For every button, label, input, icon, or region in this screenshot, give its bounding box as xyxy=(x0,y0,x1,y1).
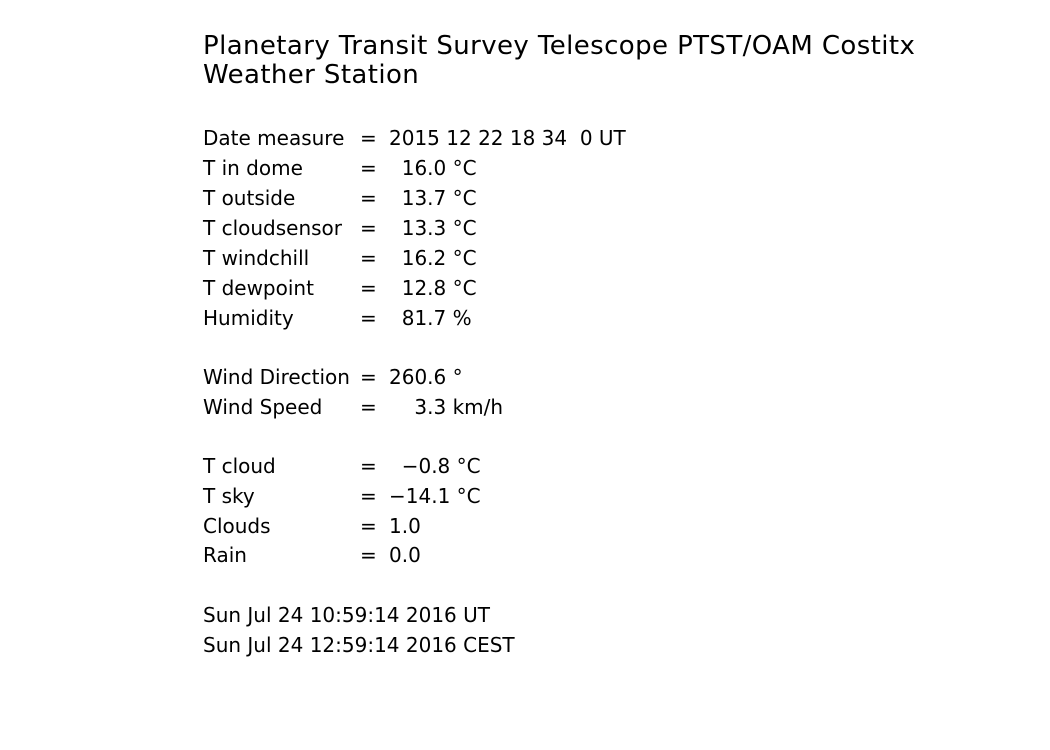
timestamp-cest: Sun Jul 24 12:59:14 2016 CEST xyxy=(203,633,515,657)
equals-sign: = xyxy=(360,156,377,180)
value-t-dewpoint: 12.8 °C xyxy=(389,276,477,300)
value-t-in-dome: 16.0 °C xyxy=(389,156,477,180)
value-t-cloudsensor: 13.3 °C xyxy=(389,216,477,240)
label-wind-speed: Wind Speed xyxy=(203,395,323,419)
equals-sign: = xyxy=(360,454,377,478)
label-clouds: Clouds xyxy=(203,514,271,538)
equals-sign: = xyxy=(360,306,377,330)
equals-sign: = xyxy=(360,514,377,538)
title-line-1: Planetary Transit Survey Telescope PTST/OAM Costitx xyxy=(203,31,916,61)
equals-sign: = xyxy=(360,126,377,150)
label-t-outside: T outside xyxy=(203,186,296,210)
equals-sign: = xyxy=(360,484,377,508)
value-t-cloud: −0.8 °C xyxy=(389,454,481,478)
equals-sign: = xyxy=(360,276,377,300)
timestamp-ut: Sun Jul 24 10:59:14 2016 UT xyxy=(203,603,490,627)
equals-sign: = xyxy=(360,395,377,419)
label-humidity: Humidity xyxy=(203,306,294,330)
value-t-sky: −14.1 °C xyxy=(389,484,481,508)
value-t-windchill: 16.2 °C xyxy=(389,246,477,270)
value-clouds: 1.0 xyxy=(389,514,421,538)
page-title xyxy=(203,32,915,90)
value-date-measure: 2015 12 22 18 34 0 UT xyxy=(389,126,626,150)
value-wind-direction: 260.6 ° xyxy=(389,365,463,389)
label-date-measure: Date measure xyxy=(203,126,345,150)
value-wind-speed: 3.3 km/h xyxy=(389,395,504,419)
label-rain: Rain xyxy=(203,543,247,567)
equals-sign: = xyxy=(360,186,377,210)
value-rain: 0.0 xyxy=(389,543,421,567)
label-wind-direction: Wind Direction xyxy=(203,365,350,389)
label-t-in-dome: T in dome xyxy=(203,156,303,180)
equals-sign: = xyxy=(360,543,377,567)
label-t-dewpoint: T dewpoint xyxy=(203,276,314,300)
title-line-2: Weather Station xyxy=(203,60,420,90)
equals-sign: = xyxy=(360,246,377,270)
label-t-cloudsensor: T cloudsensor xyxy=(203,216,343,240)
label-t-cloud: T cloud xyxy=(203,454,276,478)
value-humidity: 81.7 % xyxy=(389,306,472,330)
label-t-windchill: T windchill xyxy=(203,246,310,270)
label-t-sky: T sky xyxy=(203,484,255,508)
equals-sign: = xyxy=(360,216,377,240)
value-t-outside: 13.7 °C xyxy=(389,186,477,210)
equals-sign: = xyxy=(360,365,377,389)
